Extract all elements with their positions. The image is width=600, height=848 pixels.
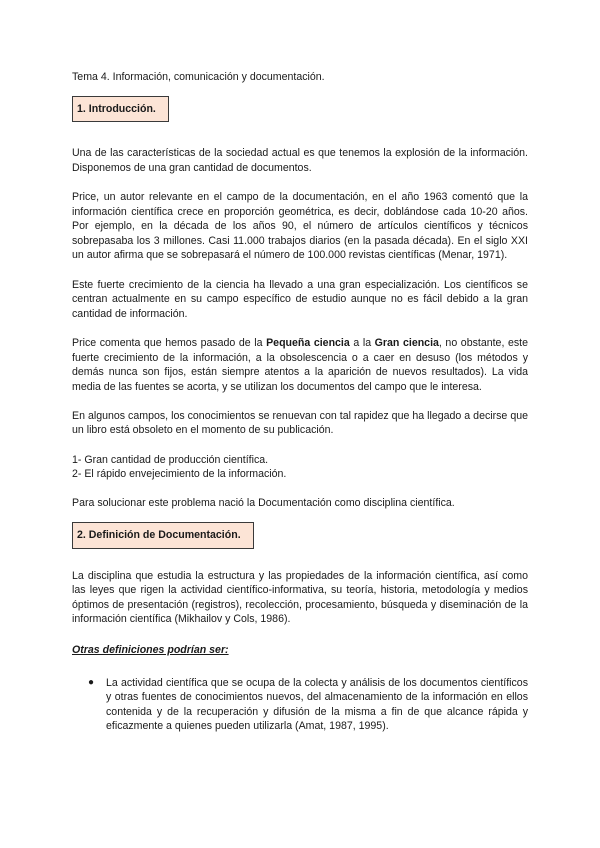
- bullet-dot-icon: ●: [88, 676, 95, 688]
- p4-bold-gran-ciencia: Gran ciencia: [374, 336, 439, 349]
- p4-bold-pequena-ciencia: Pequeña ciencia: [266, 336, 350, 349]
- numbered-item-2: 2- El rápido envejecimiento de la información.: [72, 468, 287, 481]
- section-1-paragraph-1: Una de las características de la sociedad actual es que tenemos la explosión de la información. Disponemos de una gran cantidad de documentos.: [72, 147, 528, 174]
- other-definitions-subheading: Otras definiciones podrían ser:: [72, 644, 229, 656]
- document-header: Tema 4. Información, comunicación y documentación.: [72, 71, 325, 83]
- section-1-paragraph-4: [72, 336, 528, 394]
- definitions-list: [72, 676, 528, 734]
- section-1-heading: 1. Introducción.: [72, 96, 169, 123]
- numbered-item-1: 1- Gran cantidad de producción científica.: [72, 453, 269, 466]
- section-1-paragraph-6: Para solucionar este problema nació la Documentación como disciplina científica.: [72, 497, 455, 510]
- section-2-heading: 2. Definición de Documentación.: [72, 522, 254, 549]
- list-item: [88, 676, 528, 734]
- section-2-paragraph-1: La disciplina que estudia la estructura y las propiedades de la información científica, así como las leyes que rigen la actividad científico-informativa, su teoría, historia, metodología y medios óptimos de presentación (registros), recolección, procesamiento, búsqueda y diseminación de la información científica (Mikhailov y Cols, 1986).: [72, 569, 528, 626]
- p4-text-post: , no obstante, este fuerte crecimiento de la información, a la obsolescencia o a caer en desuso (los métodos y demás nunca son fijos, están siempre atentos a la aparición de nuevos resultados). La vida media de las fuentes se acorta, y se utilizan los documentos del campo que le interesa.: [72, 336, 528, 393]
- section-1-paragraph-2: Price, un autor relevante en el campo de la documentación, en el año 1963 comentó que la información científica crece en proporción geométrica, es decir, doblándose cada 10-20 años. Por ejemplo, en la década de los años 90, el número de artículos científicos y técnicos sobrepasaba los 3 millones. Casi 11.000 trabajos diarios (en la pasada década). En el siglo XXI un autor afirma que se sobrepasará el número de 100.000 revistas científicas (Menar, 1971).: [72, 190, 528, 262]
- p4-text-mid: a la: [349, 336, 375, 349]
- section-1-paragraph-3: Este fuerte crecimiento de la ciencia ha llevado a una gran especialización. Los científicos se centran actualmente en su campo específico de estudio aunque no es fácil debido a la gran cantidad de información.: [72, 278, 528, 320]
- p4-text-pre: Price comenta que hemos pasado de la: [72, 336, 267, 349]
- list-item-text: La actividad científica que se ocupa de la colecta y análisis de los documentos científicos y otras fuentes de conocimientos nuevos, del almacenamiento de la información en ellos contenida y de la recuperación y difusión de la misma a fin de que alcance rápida y eficazmente a quienes pueden utilizarla (Amat, 1987, 1995).: [106, 676, 528, 733]
- section-1-paragraph-5: En algunos campos, los conocimientos se renuevan con tal rapidez que ha llegado a decirse que un libro está obsoleto en el momento de su publicación.: [72, 409, 528, 437]
